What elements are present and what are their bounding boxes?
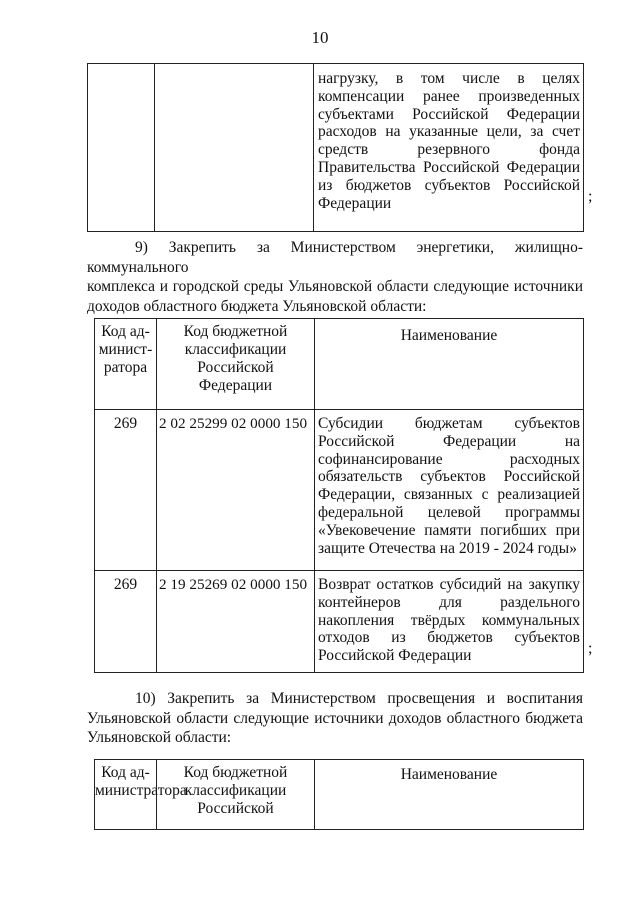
- header-budget-code: Код бюджетной классификации Российской: [157, 760, 315, 830]
- table-header-row: [95, 319, 584, 410]
- name-cell-text: [315, 571, 583, 665]
- header-name: Наименование: [315, 760, 584, 830]
- text-line: Российской Федерации на: [318, 432, 580, 450]
- text-line: обязательств субъектов Российской: [318, 468, 580, 486]
- text-line: Возврат остатков субсидий на закупку: [318, 576, 580, 593]
- text-line: Ульяновской области:: [87, 729, 232, 746]
- text-line: Федерации: [318, 194, 392, 212]
- semicolon: ;: [588, 640, 593, 657]
- text-line: Ульяновской области следующие источники доходов областного бюджета: [87, 709, 583, 727]
- table-cell: [155, 64, 314, 232]
- text-line: компенсации ранее произведенных: [318, 87, 580, 105]
- name-cell: [315, 571, 584, 673]
- admin-code-cell: 269: [95, 410, 157, 571]
- text-line: Федерации, связанных с реализацией: [318, 486, 580, 504]
- text-line: софинансирование расходных: [318, 450, 580, 468]
- text-line: «Увековечение памяти погибших при: [318, 521, 580, 539]
- header-admin-code: Код ад- министратора: [95, 760, 157, 830]
- top-continuation-table: [87, 63, 584, 232]
- text-line: накопления твёрдых коммунальных: [318, 611, 580, 629]
- text-line: Правительства Российской Федерации: [318, 158, 580, 176]
- text-line: защите Отечества на 2019 - 2024 годы»: [318, 539, 577, 557]
- text-line: отходов из бюджетов субъектов: [318, 629, 580, 647]
- text-line: Российской Федерации: [318, 647, 472, 665]
- name-cell-text: [315, 410, 583, 557]
- text-line: федеральной целевой программы: [318, 503, 580, 521]
- text-line: нагрузку, в том числе в целях: [318, 70, 580, 87]
- text-line: 9) Закрепить за Министерством энергетики, жилищно-коммунального: [87, 239, 583, 276]
- budget-code-cell: 2 02 25299 02 0000 150: [157, 410, 315, 571]
- page-number: 10: [311, 28, 329, 47]
- text-line: Субсидии бюджетам субъектов: [318, 415, 580, 432]
- table-row: [95, 571, 584, 673]
- table-cell: [88, 64, 155, 232]
- text-line: из бюджетов субъектов Российской: [318, 176, 580, 194]
- header-budget-code: Код бюджетной классификации Российской Федерации: [157, 319, 315, 410]
- text-line: комплекса и городской среды Ульяновской области следующие источники: [87, 278, 583, 295]
- text-line: расходов на указанные цели, за счет: [318, 123, 580, 141]
- text-line: субъектами Российской Федерации: [318, 105, 580, 123]
- text-line: 10) Закрепить за Министерством просвещения и воспитания: [135, 690, 583, 707]
- budget-code-cell: 2 19 25269 02 0000 150: [157, 571, 315, 673]
- table-row: [95, 410, 584, 571]
- text-line: контейнеров для раздельного: [318, 593, 580, 611]
- table-cell: [314, 64, 584, 232]
- semicolon: ;: [588, 188, 593, 205]
- name-cell: [315, 410, 584, 571]
- text-line: доходов областного бюджета Ульяновской области:: [87, 297, 427, 315]
- section-9-table: [94, 318, 584, 673]
- name-cell-text: [314, 64, 583, 212]
- header-admin-code: Код ад- минист- ратора: [95, 319, 157, 410]
- header-name: Наименование: [315, 319, 584, 410]
- table-header-row: [95, 760, 584, 830]
- paragraph-section-10: [87, 689, 583, 748]
- admin-code-cell: 269: [95, 571, 157, 673]
- paragraph-section-9: [87, 238, 583, 316]
- text-line: средств резервного фонда: [318, 141, 580, 159]
- section-10-table: [94, 759, 584, 830]
